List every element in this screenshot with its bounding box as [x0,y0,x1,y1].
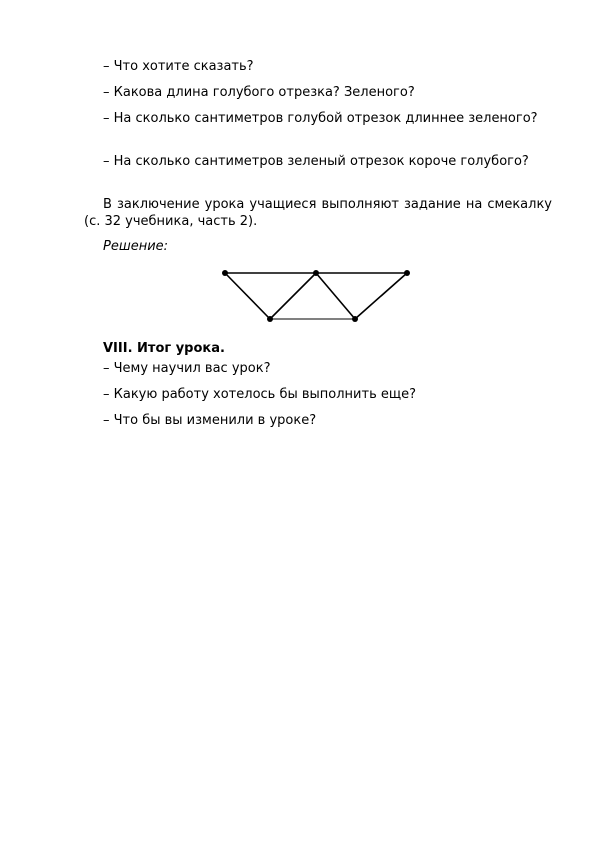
vertex-point [313,270,319,276]
vertex-point [352,316,358,322]
inner-left-line [270,273,316,319]
vertex-point [222,270,228,276]
vertex-point [267,316,273,322]
vertex-point [404,270,410,276]
question-what-change: – Что бы вы изменили в уроке? [103,413,317,428]
inner-right-line [316,273,355,319]
right-edge-line [355,273,407,319]
section-heading: VIII. Итог урока. [103,341,225,356]
task-paragraph: В заключение урока учащиеся выполняют задание на смекалку (с. 32 учебника, часть 2). [84,197,552,229]
solution-label: Решение: [103,239,169,254]
left-edge-line [225,273,270,319]
question-how-much-longer: – На сколько сантиметров голубой отрезок длиннее зеленого? [103,111,538,126]
question-segment-lengths: – Какова длина голубого отрезка? Зеленого? [103,85,415,100]
question-what-to-say: – Что хотите сказать? [103,59,254,74]
trapezoid-figure [210,262,420,330]
question-what-learned: – Чему научил вас урок? [103,361,271,376]
question-what-work: – Какую работу хотелось бы выполнить еще? [103,387,417,402]
question-how-much-shorter: – На сколько сантиметров зеленый отрезок короче голубого? [103,154,529,169]
